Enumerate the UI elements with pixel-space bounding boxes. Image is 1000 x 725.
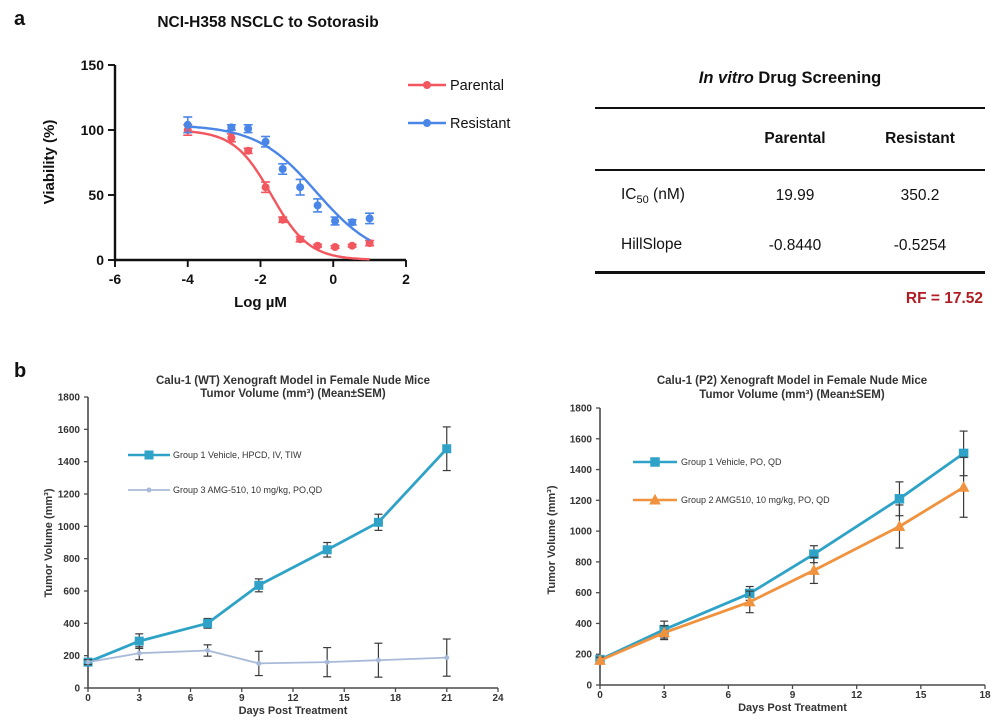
svg-text:2: 2: [402, 271, 410, 287]
dose-response-chart: [20, 0, 560, 330]
svg-text:18: 18: [979, 690, 991, 701]
hillslope-parental-value: -0.8440: [768, 237, 822, 255]
rf-footnote: RF = 17.52: [905, 289, 983, 307]
table-header-parental: Parental: [764, 130, 826, 148]
svg-text:-6: -6: [108, 271, 122, 287]
xenograft-chart-wt: [40, 370, 520, 725]
svg-text:400: 400: [63, 618, 80, 630]
svg-text:Resistant: Resistant: [450, 116, 511, 133]
svg-text:1200: 1200: [57, 489, 80, 501]
svg-text:Group 1 Vehicle, PO, QD: Group 1 Vehicle, PO, QD: [681, 457, 782, 468]
hillslope-row-label: HillSlope: [621, 236, 683, 254]
svg-text:Days Post Treatment: Days Post Treatment: [238, 705, 348, 717]
table-row-hillslope: [595, 221, 985, 271]
svg-text:600: 600: [575, 588, 592, 600]
svg-text:Tumor Volume (mm³): Tumor Volume (mm³): [546, 485, 558, 595]
svg-text:1600: 1600: [569, 434, 592, 446]
svg-text:1800: 1800: [57, 392, 80, 404]
svg-text:Group 2 AMG510, 10 mg/kg, PO,: Group 2 AMG510, 10 mg/kg, PO, QD: [681, 495, 830, 506]
svg-text:150: 150: [80, 56, 104, 73]
svg-text:Group 1 Vehicle, HPCD, IV, TIW: Group 1 Vehicle, HPCD, IV, TIW: [173, 450, 302, 461]
table-header-row: [595, 109, 985, 169]
svg-text:15: 15: [338, 693, 350, 704]
svg-text:9: 9: [789, 690, 796, 701]
svg-text:1400: 1400: [569, 465, 592, 477]
svg-text:15: 15: [915, 690, 927, 701]
svg-text:Log µM: Log µM: [234, 294, 287, 311]
svg-text:18: 18: [389, 693, 402, 704]
svg-text:Group 3 AMG-510, 10 mg/kg, PO,: Group 3 AMG-510, 10 mg/kg, PO,QD: [173, 485, 323, 496]
svg-text:Days Post Treatment: Days Post Treatment: [738, 702, 847, 714]
svg-text:0: 0: [96, 251, 104, 268]
svg-text:Parental: Parental: [450, 78, 505, 95]
svg-text:0: 0: [74, 683, 80, 695]
panel-b-label: b: [14, 360, 27, 382]
svg-text:0: 0: [329, 271, 338, 287]
svg-text:Calu-1 (WT) Xenograft Model in: Calu-1 (WT) Xenograft Model in Female Nude Mice: [155, 375, 431, 387]
svg-text:400: 400: [575, 618, 592, 630]
svg-text:1000: 1000: [57, 521, 80, 533]
drug-screening-table: [595, 55, 985, 308]
svg-text:24: 24: [492, 693, 504, 704]
table-title-rest: Drug Screening: [753, 69, 882, 87]
table-title: [595, 55, 985, 107]
svg-text:21: 21: [441, 693, 453, 704]
svg-text:0: 0: [586, 680, 592, 692]
svg-text:1800: 1800: [569, 403, 592, 415]
svg-text:3: 3: [136, 693, 143, 704]
svg-text:1200: 1200: [569, 495, 592, 507]
svg-text:12: 12: [287, 693, 299, 704]
table-row-ic50: [595, 171, 985, 221]
ic50-resistant-value: 350.2: [900, 187, 940, 205]
svg-text:0: 0: [85, 693, 91, 704]
svg-text:0: 0: [597, 690, 603, 701]
svg-text:1400: 1400: [57, 457, 80, 469]
hillslope-resistant-value: -0.5254: [893, 237, 947, 255]
svg-text:Viability (%): Viability (%): [41, 119, 58, 205]
ic50-parental-value: 19.99: [775, 187, 815, 205]
svg-text:1600: 1600: [57, 424, 80, 436]
panel-a-label: a: [14, 8, 26, 30]
svg-text:-4: -4: [181, 271, 194, 287]
xenograft-chart-p2: [525, 370, 1000, 725]
svg-text:-2: -2: [254, 271, 267, 287]
table-title-italic: In vitro: [698, 69, 754, 87]
svg-text:200: 200: [63, 651, 80, 663]
table-header-resistant: Resistant: [885, 130, 955, 148]
svg-text:1000: 1000: [569, 526, 592, 538]
svg-text:6: 6: [187, 693, 194, 704]
svg-text:Tumor Volume (mm³) (Mean±SEM): Tumor Volume (mm³) (Mean±SEM): [699, 389, 885, 401]
svg-text:6: 6: [725, 690, 732, 701]
svg-text:100: 100: [80, 121, 104, 138]
svg-text:Tumor Volume (mm³): Tumor Volume (mm³): [43, 488, 55, 598]
svg-text:9: 9: [238, 693, 245, 704]
svg-text:600: 600: [63, 586, 80, 598]
svg-text:3: 3: [661, 690, 667, 701]
svg-text:200: 200: [575, 649, 592, 661]
svg-text:12: 12: [851, 690, 863, 701]
table-rule-bottom: [595, 271, 985, 273]
svg-text:NCI-H358 NSCLC to Sotorasib: NCI-H358 NSCLC to Sotorasib: [157, 14, 379, 31]
svg-text:Tumor Volume (mm³) (Mean±SEM): Tumor Volume (mm³) (Mean±SEM): [200, 388, 386, 400]
svg-text:50: 50: [88, 186, 104, 203]
ic50-row-label: $IC_{50}$ (nM): [621, 186, 685, 207]
svg-text:800: 800: [63, 554, 80, 566]
svg-text:Calu-1 (P2) Xenograft Model in: Calu-1 (P2) Xenograft Model in Female Nude Mice: [656, 375, 928, 387]
svg-text:800: 800: [575, 557, 592, 569]
